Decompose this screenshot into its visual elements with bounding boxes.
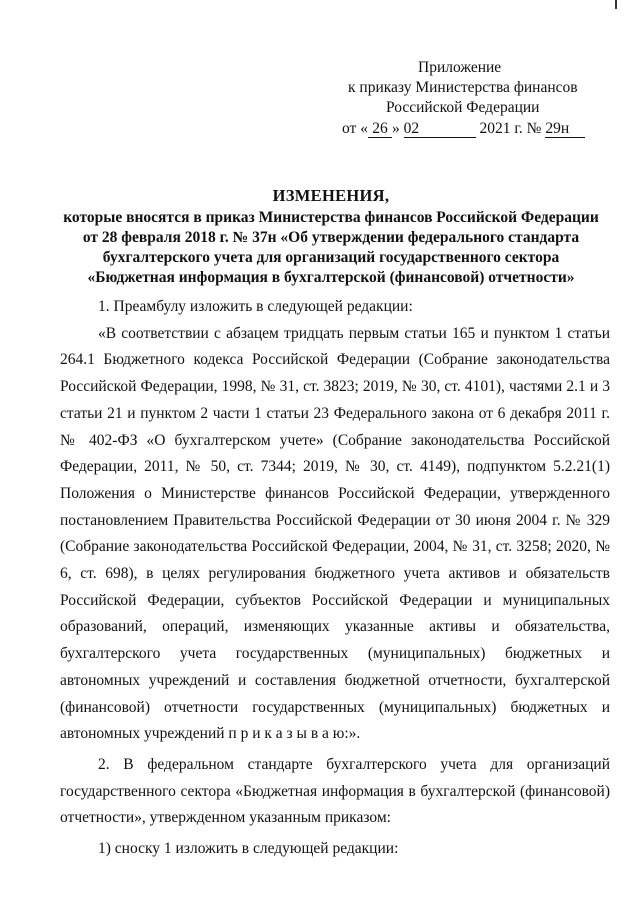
date-quote-close: » [391, 120, 400, 137]
handwritten-order-number: 29н [545, 121, 585, 138]
title-line: которые вносятся в приказ Министерства финансов Российской Федерации [63, 209, 599, 226]
appendix-label: Приложение [418, 59, 502, 76]
paragraph-2: 2. В федеральном стандарте бухгалтерского учета для организаций государственного сектора «Бюджетная информация в бухгалтерской (финансовой) отчетности», утвержденном указанным приказом: [60, 755, 610, 827]
title-line: от 28 февраля 2018 г. № 37н «Об утверждении федерального стандарта [82, 229, 580, 246]
date-prefix: от « [342, 120, 368, 137]
document-body [60, 294, 610, 863]
issuing-authority: Российской Федерации [386, 99, 540, 116]
paragraph-preamble: «В соответствии с абзацем тридцать первым статьи 165 и пунктом 1 статьи 264.1 Бюджетного кодекса Российской Федерации (Собрание законодательства Российской Федерации, 1998, № 31, ст. 3823; 2019, № 30, ст. 4101), частями 2.1 и 3 статьи 21 и пунктом 2 части 1 статьи 23 Федерального закона от 6 декабря 2011 г. № 402-ФЗ «О бухгалтерском учете» (Собрание законодательства Российской Федерации, 2011, № 50, ст. 7344; 2019, № 30, ст. 4149), подпунктом 5.2.21(1) Положения о Министерстве финансов Российской Федерации, утвержденного постановлением Правительства Российской Федерации от 30 июня 2004 г. № 329 (Собрание законодательства Российской Федерации, 2004, № 31, ст. 3258; 2020, № 6, ст. 698), в целях регулирования бюджетного учета активов и обязательств Российской Федерации, субъектов Российской Федерации и муниципальных образований, операций, изменяющих указанные активы и обязательства, бухгалтерского учета государственных (муниципальных) бюджетных и автономных учреждений и составления бюджетной отчетности, бухгалтерской (финансовой) отчетности государственных (муниципальных) бюджетных и автономных учреждений п р и к а з ы в а ю:». [60, 324, 610, 743]
scan-edge-mark [615, 0, 617, 9]
handwritten-day: 26 [368, 121, 392, 138]
document-title [44, 186, 618, 288]
order-reference: к приказу Министерства финансов [348, 79, 578, 96]
title-line: бухгалтерского учета для организаций государственного сектора [102, 249, 560, 266]
year-label: 2021 г. № [479, 120, 542, 137]
title-line: «Бюджетная информация в бухгалтерской (финансовой) отчетности» [87, 269, 575, 286]
paragraph-footnote: 1) сноску 1 изложить в следующей редакции: [98, 840, 399, 858]
paragraph-1: 1. Преамбулу изложить в следующей редакции: [98, 298, 413, 315]
handwritten-month: 02 [404, 121, 476, 138]
title-heading: ИЗМЕНЕНИЯ, [272, 186, 390, 205]
order-date-line [342, 119, 585, 139]
